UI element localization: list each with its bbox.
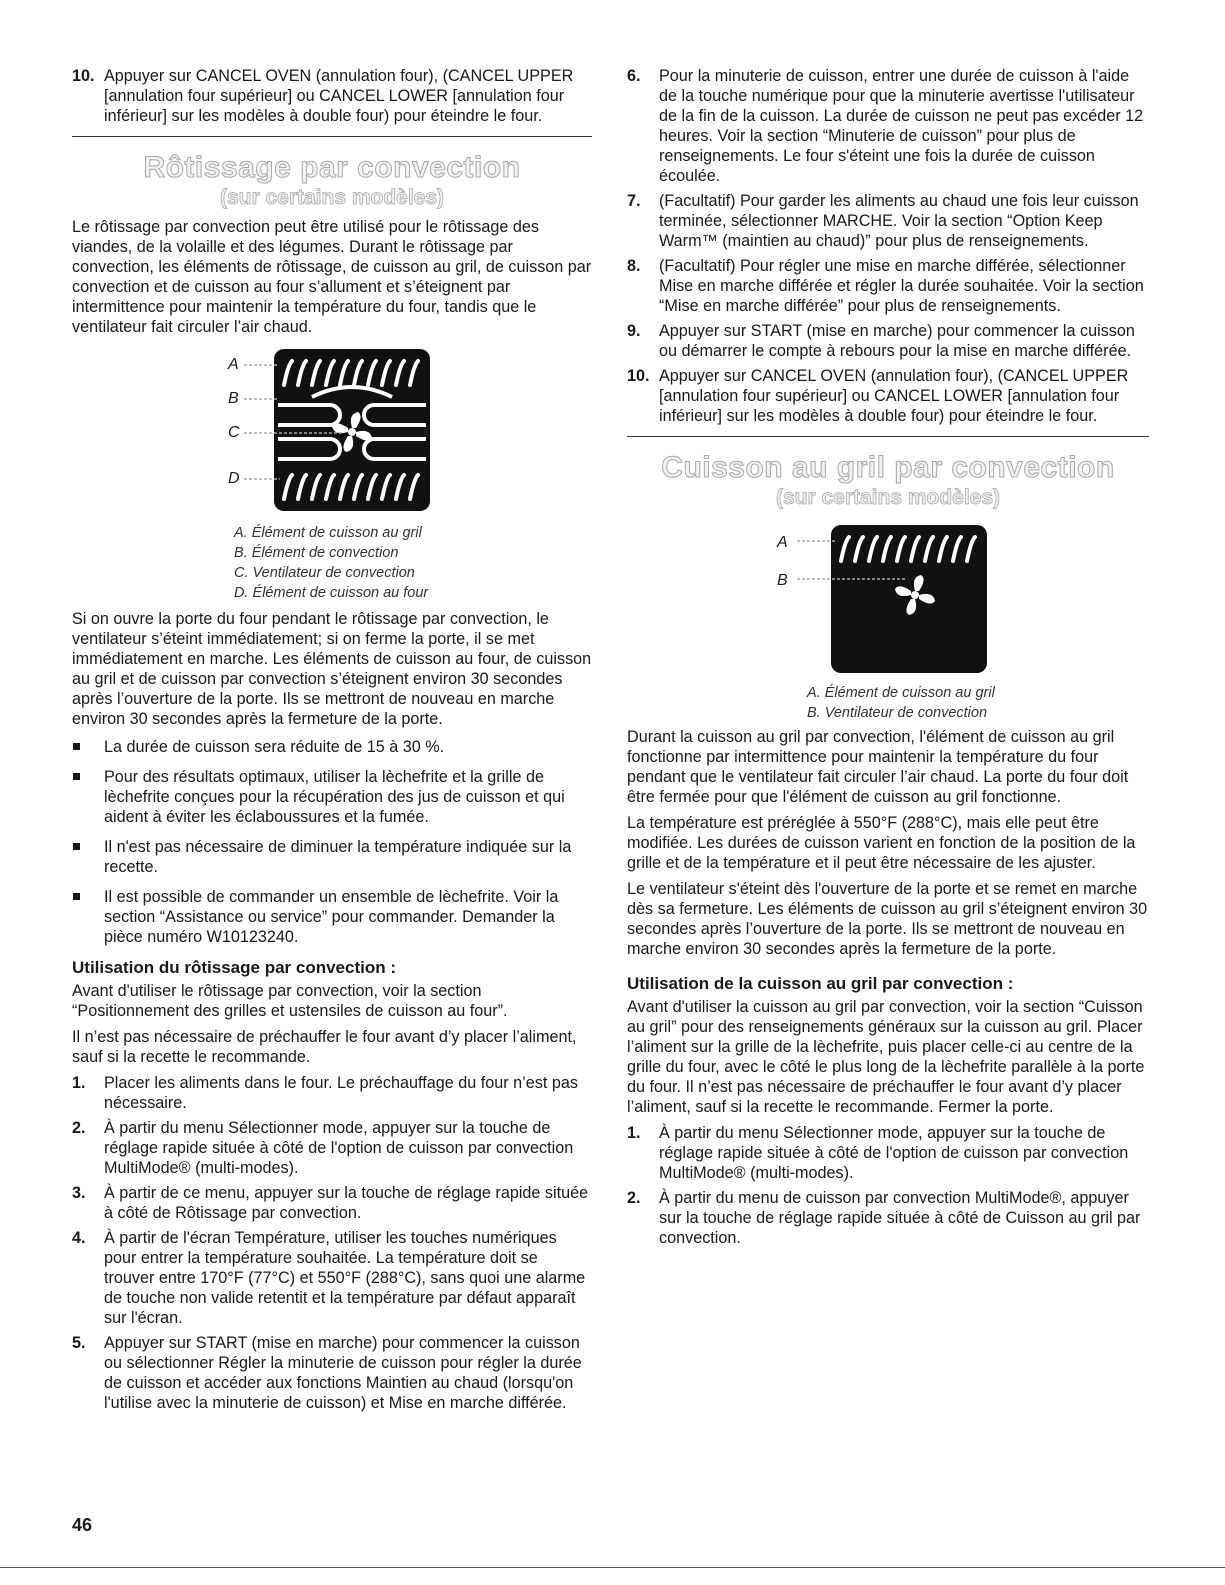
convection-broil-figure xyxy=(627,521,1149,727)
usage-heading: Utilisation du rôtissage par convection : xyxy=(72,958,396,977)
section-subtitle: (sur certains modèles) xyxy=(219,186,445,209)
list-item xyxy=(627,256,1149,316)
left-top-list xyxy=(72,66,592,126)
list-item xyxy=(72,1073,592,1113)
step-text: Appuyer sur START (mise en marche) pour commencer la cuisson ou démarrer le compte à rebours pour la mise en marche différée. xyxy=(659,322,1135,360)
list-item xyxy=(72,66,592,126)
step-number: 9. xyxy=(627,322,641,340)
step-number: 3. xyxy=(72,1184,86,1202)
list-item xyxy=(627,66,1149,186)
step-number: 10. xyxy=(627,367,650,385)
step-text: Placer les aliments dans le four. Le préchauffage du four n’est pas nécessaire. xyxy=(104,1074,578,1112)
step-number: 2. xyxy=(72,1119,86,1137)
steps-list xyxy=(72,1073,592,1413)
figure-captions xyxy=(807,683,995,723)
list-item xyxy=(627,1188,1149,1248)
left-column xyxy=(72,66,592,1418)
step-number: 6. xyxy=(627,67,641,85)
section-divider xyxy=(72,136,592,137)
page-number: 46 xyxy=(72,1515,93,1535)
list-item xyxy=(627,321,1149,361)
usage-paragraph: Avant d'utiliser le rôtissage par convection, voir la section “Positionnement des grilles et ustensiles de cuisson au four”. xyxy=(72,982,508,1020)
section-title: Rôtissage par convection xyxy=(143,151,521,184)
step-text: (Facultatif) Pour garder les aliments au chaud une fois leur cuisson terminée, sélectionner MARCHE. Voir la section “Option Keep Warm™ (maintien au chaud)” pour plus de renseignements. xyxy=(659,192,1139,250)
door-paragraph: Si on ouvre la porte du four pendant le rôtissage par convection, le ventilateur s’éteint immédiatement; si on ferme la porte, il se met immédiatement en marche. Les éléments de cuisson au four, de cuisson au gril et de cuisson par convection s’éteignent environ 30 secondes après l’ouverture de la porte. Ils se mettront de nouveau en marche environ 30 secondes après la fermeture de la porte. xyxy=(72,610,592,728)
caption-b: B. Élément de convection xyxy=(234,545,399,561)
intro-paragraph: Le rôtissage par convection peut être utilisé pour le rôtissage des viandes, de la volaille et des légumes. Durant le rôtissage par convection, les éléments de rôtissage, de cuisson au gril, de cuisson par convection et de cuisson au four s’allument et s’éteignent par intermittence pour maintenir la température du four, tandis que le ventilateur fait circuler l’air chaud. xyxy=(72,218,592,336)
section-title: Cuisson au gril par convection xyxy=(661,451,1115,484)
body-paragraph: Le ventilateur s'éteint dès l'ouverture de la porte et se remet en marche dès sa fermeture. Les éléments de cuisson au gril s’éteignent environ 30 secondes après l’ouverture de la porte. Ils se mettront de nouveau en marche environ 30 secondes après la fermeture de la porte. xyxy=(627,880,1148,958)
step-number: 8. xyxy=(627,257,641,275)
step-text: Appuyer sur START (mise en marche) pour commencer la cuisson ou sélectionner Régler la minuterie de cuisson pour régler la durée de cuisson et accéder aux fonctions Maintien au chaud (lorsqu'on l'utilise avec la minuterie de cuisson) et Mise en marche différée. xyxy=(104,1334,582,1412)
list-item xyxy=(627,191,1149,251)
convection-roast-figure xyxy=(72,347,592,609)
figure-label-a: A xyxy=(777,534,788,551)
caption-d: D. Élément de cuisson au four xyxy=(234,585,429,601)
caption-b: B. Ventilateur de convection xyxy=(807,705,988,721)
step-number: 1. xyxy=(627,1124,641,1142)
usage-heading: Utilisation de la cuisson au gril par convection : xyxy=(627,974,1014,993)
figure-label-c: C xyxy=(228,424,240,441)
list-item xyxy=(627,366,1149,426)
figure-label-d: D xyxy=(228,470,240,487)
oven-diagram xyxy=(627,523,1149,673)
caption-a: A. Élément de cuisson au gril xyxy=(234,525,422,541)
right-column xyxy=(627,66,1149,1253)
step-text: Appuyer sur CANCEL OVEN (annulation four), (CANCEL UPPER [annulation four supérieur] ou CANCEL LOWER [annulation four inférieur] sur les modèles à double four) pour éteindre le four. xyxy=(659,367,1129,425)
body-paragraph: Durant la cuisson au gril par convection, l'élément de cuisson au gril fonctionne par intermittence pour maintenir la température du four pendant que le ventilateur fait circuler l’air chaud. La porte du four doit être fermée pour que l'élément de cuisson au gril fonctionne. xyxy=(627,728,1129,806)
list-item xyxy=(627,1123,1149,1183)
caption-c: C. Ventilateur de convection xyxy=(234,565,415,581)
steps-list-continued xyxy=(627,66,1149,426)
oven-diagram xyxy=(72,347,592,517)
step-text: À partir du menu Sélectionner mode, appuyer sur la touche de réglage rapide située à côté de l'option de cuisson par convection MultiMode® (multi-modes). xyxy=(659,1124,1129,1182)
list-item: Il est possible de commander un ensemble de lèchefrite. Voir la section “Assistance ou service” pour commander. Demander la pièce numéro W10123240. xyxy=(72,887,592,947)
step-text: Pour la minuterie de cuisson, entrer une durée de cuisson à l'aide de la touche numérique pour que la minuterie avertisse l'utilisateur de la fin de la cuisson. La durée de cuisson ne peut pas excéder 12 heures. Voir la section “Minuterie de cuisson” pour plus de renseignements. Le four s'éteint une fois la durée de cuisson écoulée. xyxy=(659,67,1144,185)
step-text: (Facultatif) Pour régler une mise en marche différée, sélectionner Mise en marche différée et régler la durée souhaitée. Voir la section “Mise en marche différée” pour plus de renseignements. xyxy=(659,257,1144,315)
step-text: À partir de ce menu, appuyer sur la touche de réglage rapide située à côté de Rôtissage par convection. xyxy=(104,1184,589,1222)
figure-captions xyxy=(234,523,428,603)
step-number: 5. xyxy=(72,1334,86,1352)
page-bottom-rule xyxy=(0,1567,1225,1568)
list-item: Pour des résultats optimaux, utiliser la lèchefrite et la grille de lèchefrite conçues pour la récupération des jus de cuisson et qui aident à éviter les éclaboussures et la fumée. xyxy=(72,767,592,827)
steps-list xyxy=(627,1123,1149,1248)
list-item xyxy=(72,1333,592,1413)
usage-paragraph: Il n’est pas nécessaire de préchauffer le four avant d’y placer l’aliment, sauf si la recette le recommande. xyxy=(72,1028,577,1066)
figure-label-b: B xyxy=(777,572,788,589)
list-item xyxy=(72,1183,592,1223)
step-number: 7. xyxy=(627,192,641,210)
caption-a: A. Élément de cuisson au gril xyxy=(807,685,995,701)
figure-label-b: B xyxy=(228,390,239,407)
usage-paragraph: Avant d'utiliser la cuisson au gril par convection, voir la section “Cuisson au gril” pour des renseignements généraux sur la cuisson au gril. Placer l’aliment sur la grille de la lèchefrite, puis placer celle-ci au centre de la grille du four, avec le côté le plus long de la lèchefrite parallèle à la porte du four. Il n’est pas nécessaire de préchauffer le four avant d’y placer l’aliment, sauf si la recette le recommande. Fermer la porte. xyxy=(627,998,1145,1116)
step-text: À partir de l'écran Température, utiliser les touches numériques pour entrer la température souhaitée. La température doit se trouver entre 170°F (77°C) et 550°F (288°C), sans quoi une alarme de touche non valide retentit et la température par défaut apparaît sur l'écran. xyxy=(104,1229,586,1327)
step-text: Appuyer sur CANCEL OVEN (annulation four), (CANCEL UPPER [annulation four supérieur] ou CANCEL LOWER [annulation four inférieur] sur les modèles à double four) pour éteindre le four. xyxy=(104,67,574,125)
step-number: 2. xyxy=(627,1189,641,1207)
body-paragraph: La température est préréglée à 550°F (288°C), mais elle peut être modifiée. Les durées de cuisson varient en fonction de la position de la grille et de la température et il peut être nécessaire de les ajuster. xyxy=(627,814,1136,872)
step-number: 4. xyxy=(72,1229,86,1247)
tips-list xyxy=(72,737,592,947)
list-item: La durée de cuisson sera réduite de 15 à 30 %. xyxy=(72,737,592,757)
step-number: 1. xyxy=(72,1074,86,1092)
list-item xyxy=(72,1118,592,1178)
step-text: À partir du menu Sélectionner mode, appuyer sur la touche de réglage rapide située à côté de l'option de cuisson par convection MultiMode® (multi-modes). xyxy=(104,1119,574,1177)
section-divider xyxy=(627,436,1149,437)
step-number: 10. xyxy=(72,67,95,85)
section-subtitle: (sur certains modèles) xyxy=(775,486,1001,509)
figure-label-a: A xyxy=(228,356,239,373)
list-item: Il n'est pas nécessaire de diminuer la température indiquée sur la recette. xyxy=(72,837,592,877)
step-text: À partir du menu de cuisson par convection MultiMode®, appuyer sur la touche de réglage rapide située à côté de Cuisson au gril par convection. xyxy=(659,1189,1141,1247)
list-item xyxy=(72,1228,592,1328)
